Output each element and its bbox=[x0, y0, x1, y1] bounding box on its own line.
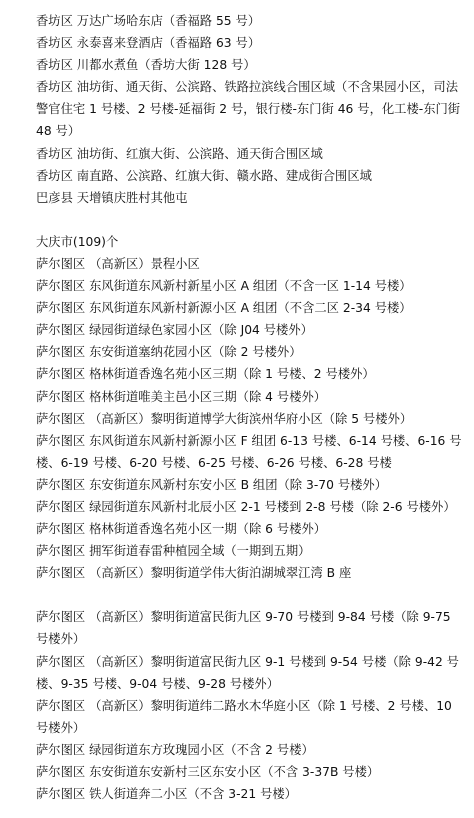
daqing-heading: 大庆市(109)个 bbox=[36, 234, 119, 249]
list-item: 萨尔图区 绿园街道东风新村北辰小区 2-1 号楼到 2-8 号楼（除 2-6 号楼外） bbox=[36, 499, 456, 514]
list-item: 萨尔图区 （高新区）黎明街道纬二路水木华庭小区（除 1 号楼、2 号楼、10 号楼外） bbox=[36, 698, 452, 735]
list-item: 萨尔图区 东安街道东安新村三区东安小区（不含 3-37B 号楼） bbox=[36, 765, 380, 779]
list-item: 萨尔图区 （高新区）黎明街道富民街九区 9-1 号楼到 9-54 号楼（除 9-42 号楼、9-35 号楼、9-04 号楼、9-28 号楼外） bbox=[36, 654, 459, 691]
daqing-list-continued bbox=[36, 606, 462, 805]
list-item: 萨尔图区 东安街道塞纳花园小区（除 2 号楼外） bbox=[36, 345, 302, 360]
list-item: 香坊区 油坊街、红旗大街、公滨路、通天街合围区域 bbox=[36, 146, 323, 161]
list-item: 萨尔图区 拥军街道春雷种植园全域（一期到五期） bbox=[36, 544, 311, 559]
list-item: 萨尔图区 格林街道香逸名苑小区一期（除 6 号楼外） bbox=[36, 522, 327, 537]
list-item: 萨尔图区 （高新区）黎明街道富民街九区 9-70 号楼到 9-84 号楼（除 9-75 号楼外） bbox=[36, 610, 451, 647]
list-item: 巴彦县 天增镇庆胜村其他屯 bbox=[36, 190, 188, 205]
paragraph-spacer bbox=[36, 584, 462, 606]
list-item: 香坊区 永泰喜来登酒店（香福路 63 号） bbox=[36, 36, 261, 51]
list-item: 萨尔图区 格林街道唯美主邑小区三期（除 4 号楼外） bbox=[36, 389, 327, 404]
list-item: 萨尔图区 （高新区）景程小区 bbox=[36, 256, 200, 271]
list-item: 萨尔图区 东风街道东风新村新源小区 A 组团（不含二区 2-34 号楼） bbox=[36, 301, 412, 316]
list-item: 萨尔图区 东风街道东风新村新星小区 A 组团（不含一区 1-14 号楼） bbox=[36, 279, 412, 294]
list-item: 香坊区 川都水煮鱼（香坊大街 128 号） bbox=[36, 58, 256, 73]
list-item: 香坊区 油坊街、通天街、公滨路、铁路拉滨线合围区域（不含果园小区，司法警官住宅 1 号楼、2 号楼-延福街 2 号，银行楼-东门街 46 号，化工楼-东门街 48 号） bbox=[36, 80, 461, 139]
list-item: 萨尔图区 格林街道香逸名苑小区三期（除 1 号楼、2 号楼外） bbox=[36, 367, 375, 382]
list-item: 香坊区 南直路、公滨路、红旗大街、赣水路、建成街合围区域 bbox=[36, 168, 372, 183]
list-item: 萨尔图区 （高新区）黎明街道博学大街滨州华府小区（除 5 号楼外） bbox=[36, 411, 413, 426]
list-item: 萨尔图区 绿园街道绿色家园小区（除 J04 号楼外） bbox=[36, 323, 313, 338]
list-item: 萨尔图区 东风街道东风新村新源小区 F 组团 6-13 号楼、6-14 号楼、6-16 号楼、6-19 号楼、6-20 号楼、6-25 号楼、6-26 号楼、6-28 号楼 bbox=[36, 433, 462, 470]
paragraph-spacer bbox=[36, 209, 462, 231]
harbin-list bbox=[36, 10, 462, 209]
list-item: 萨尔图区 绿园街道东方玫瑰园小区（不含 2 号楼） bbox=[36, 742, 314, 757]
list-item: 萨尔图区 铁人街道奔二小区（不含 3-21 号楼） bbox=[36, 787, 297, 802]
list-item: 萨尔图区 （高新区）黎明街道学伟大街泊湖城翠江湾 B 座 bbox=[36, 566, 352, 581]
list-item: 萨尔图区 东安街道东风新村东安小区 B 组团（除 3-70 号楼外） bbox=[36, 477, 388, 492]
list-item: 香坊区 万达广场哈东店（香福路 55 号） bbox=[36, 14, 261, 28]
daqing-list bbox=[36, 253, 462, 584]
